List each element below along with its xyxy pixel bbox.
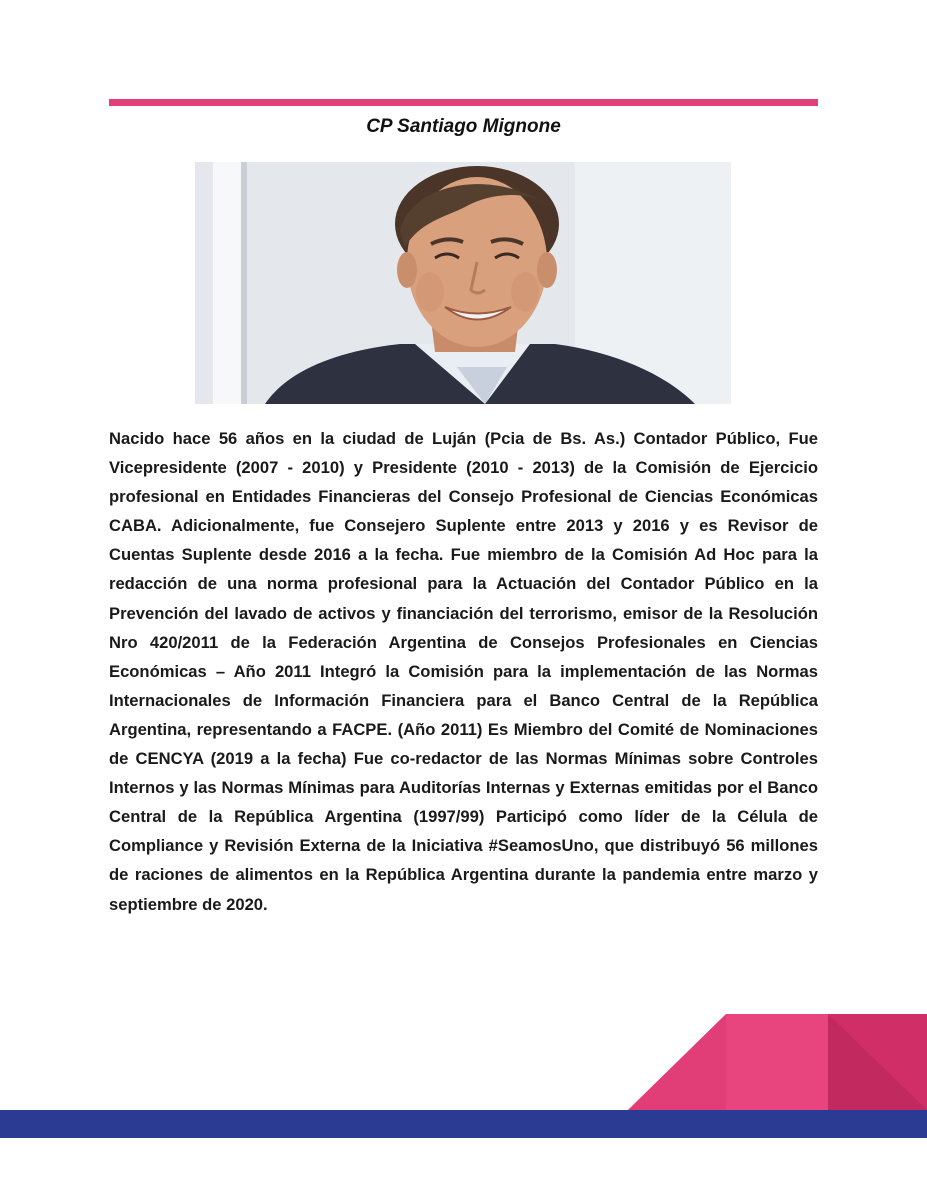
- top-accent-rule: [109, 99, 818, 106]
- page-title: CP Santiago Mignone: [366, 116, 561, 137]
- biography-text: Nacido hace 56 años en la ciudad de Luján (Pcia de Bs. As.) Contador Público, Fue Vicepresidente (2007 - 2010) y Presidente (2010 - 2013) de la Comisión de Ejercicio profesional en Entidades Financieras del Consejo Profesional de Ciencias Económicas CABA. Adicionalmente, fue Consejero Suplente entre 2013 y 2016 y es Revisor de Cuentas Suplente desde 2016 a la fecha. Fue miembro de la Comisión Ad Hoc para la redacción de una norma profesional para la Actuación del Contador Público en la Prevención del lavado de activos y financiación del terrorismo, emisor de la Resolución Nro 420/2011 de la Federación Argentina de Consejos Profesionales en Ciencias Económicas – Año 2011 Integró la Comisión para la implementación de las Normas Internacionales de Información Financiera para el Banco Central de la República Argentina, representando a FACPE. (Año 2011) Es Miembro del Comité de Nominaciones de CENCYA (2019 a la fecha) Fue co-redactor de las Normas Mínimas sobre Controles Internos y las Normas Mínimas para Auditorías Internas y Externas emitidas por el Banco Central de la República Argentina (1997/99) Participó como líder de la Célula de Compliance y Revisión Externa de la Iniciativa #SeamosUno, que distribuyó 56 millones de raciones de alimentos en la República Argentina durante la pandemia entre marzo y septiembre de 2020.: [109, 429, 818, 914]
- footer-decoration: [0, 1010, 927, 1150]
- portrait-photo: [195, 162, 731, 404]
